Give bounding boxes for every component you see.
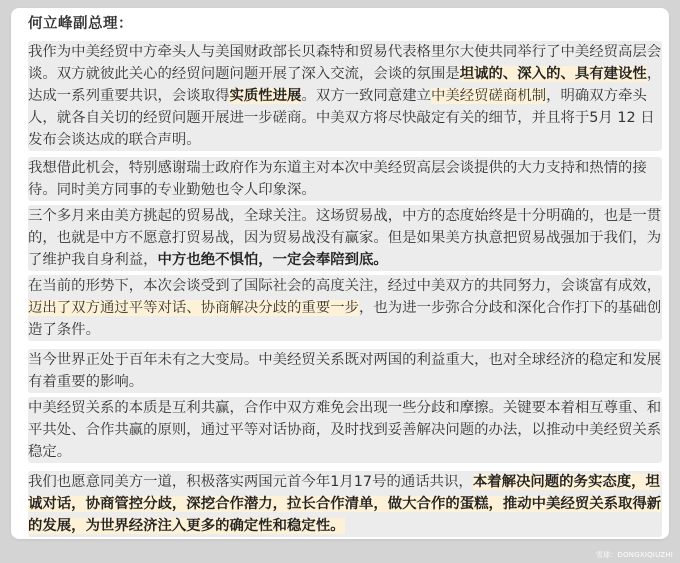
- text-segment: 。双方一致同意建立: [301, 88, 431, 104]
- paragraph: [28, 205, 662, 271]
- paragraph-line: [28, 227, 662, 249]
- paragraph-line: [28, 157, 662, 179]
- text-segment: 人，就各自关切的经贸问题开展进一步磋商。中美双方将尽快敲定有关的细节，并且将于5月 12 日: [28, 110, 655, 126]
- text-segment: 我作为中美经贸中方牵头人与美国财政部长贝森特和贸易代表格里尔大使共同举行了中美经贸高层会: [28, 44, 662, 60]
- watermark: 雪球：DONGXIQIUZHI: [595, 551, 673, 559]
- highlighted-text: 本着解决问题的务实态度，坦: [472, 474, 660, 490]
- paragraph-line: [28, 319, 662, 341]
- text-segment: 的，也就是中方不愿意打贸易战，因为贸易战没有赢家。但是如果美方执意把贸易战强加于我们，为: [28, 230, 662, 246]
- highlighted-text: 中方也绝不惧怕，一定会奉陪到底。: [157, 252, 388, 268]
- paragraph-line: [28, 493, 662, 515]
- highlighted-text: 的发展，为世界经济注入更多的确定性和稳定性。: [28, 518, 345, 534]
- text-segment: ，明确双方牵头: [546, 88, 647, 104]
- paragraph-line: [28, 129, 662, 151]
- text-segment: 我们也愿意同美方一道，积极落实两国元首今年1月17号的通话共识，: [28, 474, 473, 490]
- text-segment: ，: [646, 66, 662, 82]
- quote-card: [11, 8, 669, 539]
- text-segment: 达成一系列重要共识，会谈取得: [28, 88, 230, 104]
- text-segment: 我想借此机会，特别感谢瑞士政府作为东道主对本次中美经贸高层会谈提供的大力支持和热情的接: [28, 160, 647, 176]
- paragraph: [28, 349, 662, 393]
- paragraph-line: [28, 371, 662, 393]
- highlighted-text: 中美经贸磋商机制: [430, 88, 547, 104]
- paragraph-line: [28, 397, 662, 419]
- paragraph-line: [28, 349, 662, 371]
- text-segment: 造了条件。: [28, 322, 100, 338]
- text-segment: 中美经贸关系的本质是互利共赢，合作中双方难免会出现一些分歧和摩擦。关键要本着相互尊重、和: [28, 400, 662, 416]
- paragraph-line: [28, 41, 662, 63]
- highlighted-text: 坦诚的、深入的、具有建设性: [459, 66, 647, 82]
- text-segment: 三个多月来由美方挑起的贸易战，全球关注。这场贸易战，中方的态度始终是十分明确的，也是一贯: [28, 208, 662, 224]
- text-segment: 待。同时美方同事的专业勤勉也令人印象深。: [28, 182, 316, 198]
- paragraph-line: [28, 205, 662, 227]
- highlighted-text: 诚对话，协商管控分歧，深挖合作潜力，拉长合作清单，做大合作的蛋糕，推动中美经贸关系取得新: [28, 496, 662, 512]
- paragraph-line: [28, 471, 662, 493]
- speaker-title: 何立峰副总理：: [28, 16, 133, 32]
- paragraph: [28, 157, 662, 201]
- highlighted-text: 迈出了双方通过平等对话、协商解决分歧的重要一步: [28, 300, 359, 316]
- paragraph-line: [28, 297, 662, 319]
- paragraph: [28, 41, 662, 151]
- paragraph-line: [28, 441, 662, 463]
- text-segment: 谈。双方就彼此关心的经贸问题问题开展了深入交流，会谈的氛围是: [28, 66, 460, 82]
- text-segment: 稳定。: [28, 444, 72, 460]
- paragraph-line: [28, 249, 662, 271]
- paragraph: [28, 471, 662, 537]
- text-segment: 有着重要的影响。: [28, 374, 144, 390]
- highlighted-text: 实质性进展: [229, 88, 302, 104]
- text-segment: 平共处、合作共赢的原则，通过平等对话协商，及时找到妥善解决问题的办法，以推动中美经贸关系: [28, 422, 662, 438]
- paragraph-line: [28, 107, 662, 129]
- paragraph: [28, 397, 662, 463]
- text-segment: 在当前的形势下，本次会谈受到了国际社会的高度关注，经过中美双方的共同努力，会谈富有成效，: [28, 278, 662, 294]
- text-segment: 了维护我自身利益，: [28, 252, 158, 268]
- paragraph-line: [28, 85, 662, 107]
- paragraph-line: [28, 275, 662, 297]
- paragraph-line: [28, 419, 662, 441]
- paragraph-line: [28, 515, 662, 537]
- text-segment: 当今世界正处于百年未有之大变局。中美经贸关系既对两国的利益重大，也对全球经济的稳定和发展: [28, 352, 662, 368]
- paragraph: [28, 275, 662, 341]
- text-segment: 发布会谈达成的联合声明。: [28, 132, 201, 148]
- paragraph-line: [28, 179, 662, 201]
- paragraph-line: [28, 63, 662, 85]
- text-segment: ，也为进一步弥合分歧和深化合作打下的基础创: [359, 300, 662, 316]
